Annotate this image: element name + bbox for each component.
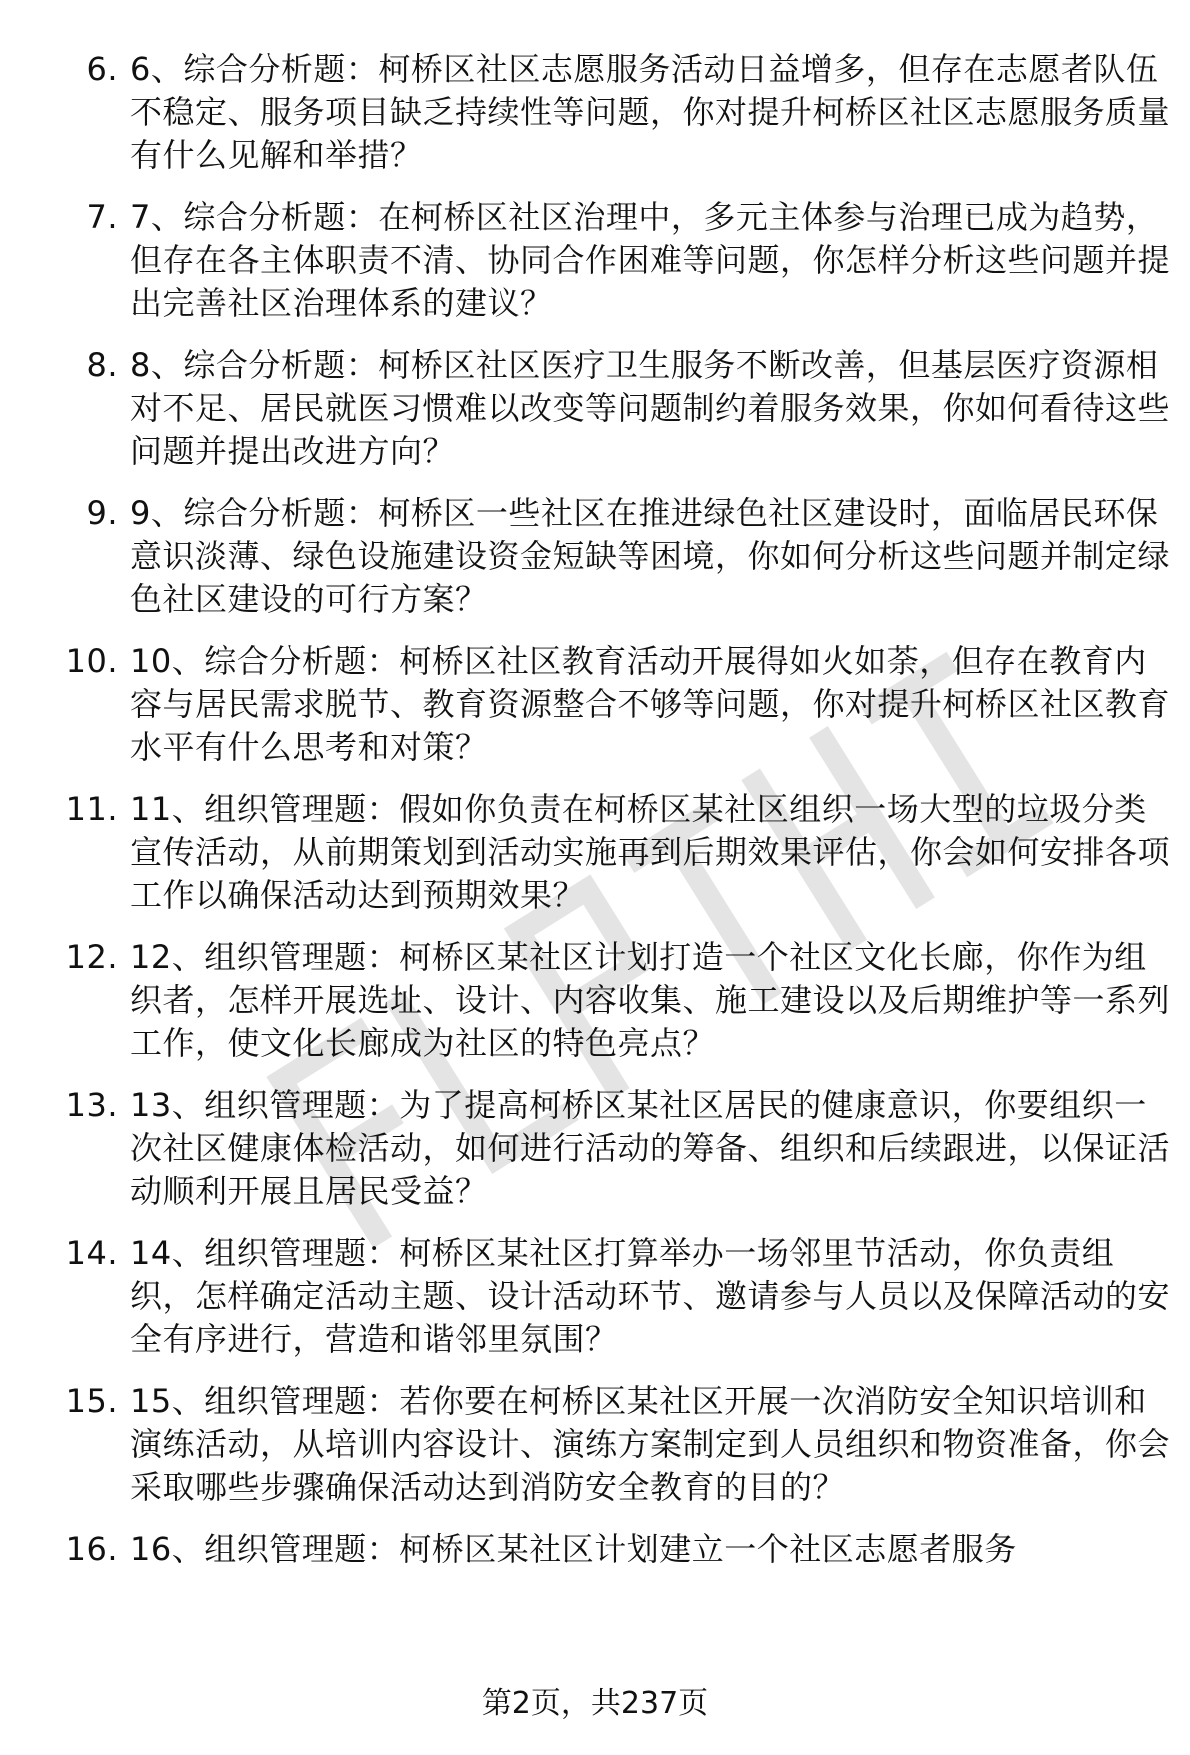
question-text: 9、综合分析题：柯桥区一些社区在推进绿色社区建设时，面临居民环保意识淡薄、绿色设施建设资金短缺等困境，你如何分析这些问题并制定绿色社区建设的可行方案？ xyxy=(130,494,1171,618)
question-number: 8. xyxy=(86,346,118,384)
question-item xyxy=(0,492,1190,621)
question-item xyxy=(0,1232,1190,1361)
question-number: 15. xyxy=(65,1382,118,1420)
question-item xyxy=(0,1528,1190,1571)
question-text: 15、组织管理题：若你要在柯桥区某社区开展一次消防安全知识培训和演练活动，从培训内容设计、演练方案制定到人员组织和物资准备，你会采取哪些步骤确保活动达到消防安全教育的目的？ xyxy=(130,1382,1171,1506)
question-text: 8、综合分析题：柯桥区社区医疗卫生服务不断改善，但基层医疗资源相对不足、居民就医习惯难以改变等问题制约着服务效果，你如何看待这些问题并提出改进方向？ xyxy=(130,346,1171,470)
question-number: 14. xyxy=(65,1234,118,1272)
question-item xyxy=(0,344,1190,473)
question-item xyxy=(0,1380,1190,1509)
question-text: 13、组织管理题：为了提高柯桥区某社区居民的健康意识，你要组织一次社区健康体检活动，如何进行活动的筹备、组织和后续跟进，以保证活动顺利开展且居民受益？ xyxy=(130,1086,1171,1210)
question-item xyxy=(0,48,1190,177)
page-number: 第2页，共237页 xyxy=(481,1686,709,1721)
question-item xyxy=(0,936,1190,1065)
question-number: 10. xyxy=(65,642,118,680)
question-text: 11、组织管理题：假如你负责在柯桥区某社区组织一场大型的垃圾分类宣传活动，从前期策划到活动实施再到后期效果评估，你会如何安排各项工作以确保活动达到预期效果？ xyxy=(130,790,1171,914)
question-number: 16. xyxy=(65,1530,118,1568)
question-item xyxy=(0,640,1190,769)
question-text: 6、综合分析题：柯桥区社区志愿服务活动日益增多，但存在志愿者队伍不稳定、服务项目缺乏持续性等问题，你对提升柯桥区社区志愿服务质量有什么见解和举措？ xyxy=(130,50,1171,174)
question-item xyxy=(0,788,1190,917)
question-number: 7. xyxy=(86,198,118,236)
question-item xyxy=(0,196,1190,325)
question-number: 13. xyxy=(65,1086,118,1124)
question-number: 6. xyxy=(86,50,118,88)
question-text: 14、组织管理题：柯桥区某社区打算举办一场邻里节活动，你负责组织，怎样确定活动主题、设计活动环节、邀请参与人员以及保障活动的安全有序进行，营造和谐邻里氛围？ xyxy=(130,1234,1171,1358)
question-number: 11. xyxy=(65,790,118,828)
question-number: 12. xyxy=(65,938,118,976)
question-number: 9. xyxy=(86,494,118,532)
question-text: 10、综合分析题：柯桥区社区教育活动开展得如火如荼，但存在教育内容与居民需求脱节、教育资源整合不够等问题，你对提升柯桥区社区教育水平有什么思考和对策？ xyxy=(130,642,1171,766)
question-text: 12、组织管理题：柯桥区某社区计划打造一个社区文化长廊，你作为组织者，怎样开展选址、设计、内容收集、施工建设以及后期维护等一系列工作，使文化长廊成为社区的特色亮点？ xyxy=(130,938,1171,1062)
question-text: 16、组织管理题：柯桥区某社区计划建立一个社区志愿者服务 xyxy=(130,1530,1017,1568)
question-item xyxy=(0,1084,1190,1213)
question-text: 7、综合分析题：在柯桥区社区治理中，多元主体参与治理已成为趋势，但存在各主体职责不清、协同合作困难等问题，你怎样分析这些问题并提出完善社区治理体系的建议？ xyxy=(130,198,1171,322)
question-list xyxy=(0,48,1190,1590)
